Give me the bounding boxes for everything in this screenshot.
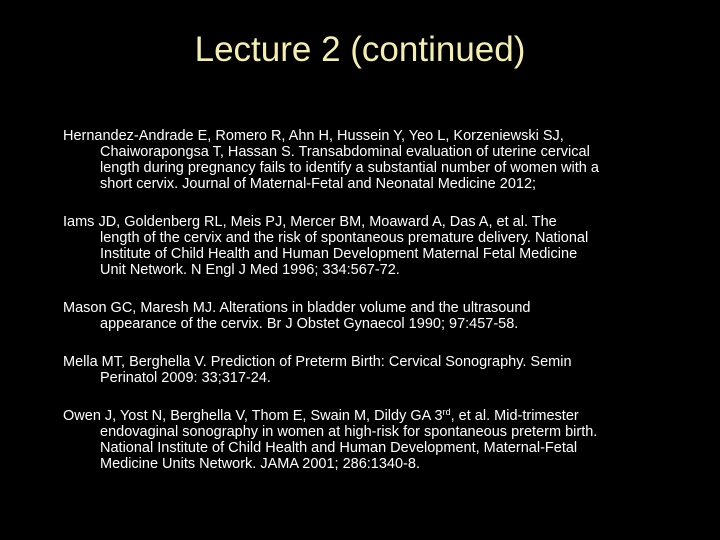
- reference-list: [63, 128, 663, 494]
- ordinal-superscript: rd: [442, 407, 451, 417]
- slide-title: Lecture 2 (continued): [194, 30, 526, 69]
- reference-item-hernandez-andrade: Hernandez-Andrade E, Romero R, Ahn H, Hussein Y, Yeo L, Korzeniewski SJ, Chaiworapongsa T, Hassan S. Transabdominal evaluation of uterine cervical length during pregnancy fails to identify a substantial number of women with a short cervix. Journal of Maternal-Fetal and Neonatal Medicine 2012;: [63, 128, 599, 192]
- reference-item-owen: [63, 408, 663, 472]
- reference-item-iams: Iams JD, Goldenberg RL, Meis PJ, Mercer BM, Moaward A, Das A, et al. The length of the cervix and the risk of spontaneous premature delivery. National Institute of Child Health and Human Development Maternal Fetal Medicine Unit Network. N Engl J Med 1996; 334:567-72.: [63, 214, 589, 278]
- reference-item-mason: Mason GC, Maresh MJ. Alterations in bladder volume and the ultrasound appearance of the cervix. Br J Obstet Gynaecol 1990; 97:457-58.: [63, 300, 531, 332]
- reference-text-part: , et al. Mid-trimester endovaginal sonography in women at high-risk for spontaneous preterm birth. National Institute of Child Health and Human Development, Maternal-Fetal Medicine Units Network. JAMA 2001; 286:1340-8.: [100, 408, 598, 472]
- reference-text-part: Owen J, Yost N, Berghella V, Thom E, Swain M, Dildy GA 3: [63, 408, 443, 424]
- reference-item-mella: Mella MT, Berghella V. Prediction of Preterm Birth: Cervical Sonography. Semin Perinatol 2009: 33;317-24.: [63, 354, 572, 386]
